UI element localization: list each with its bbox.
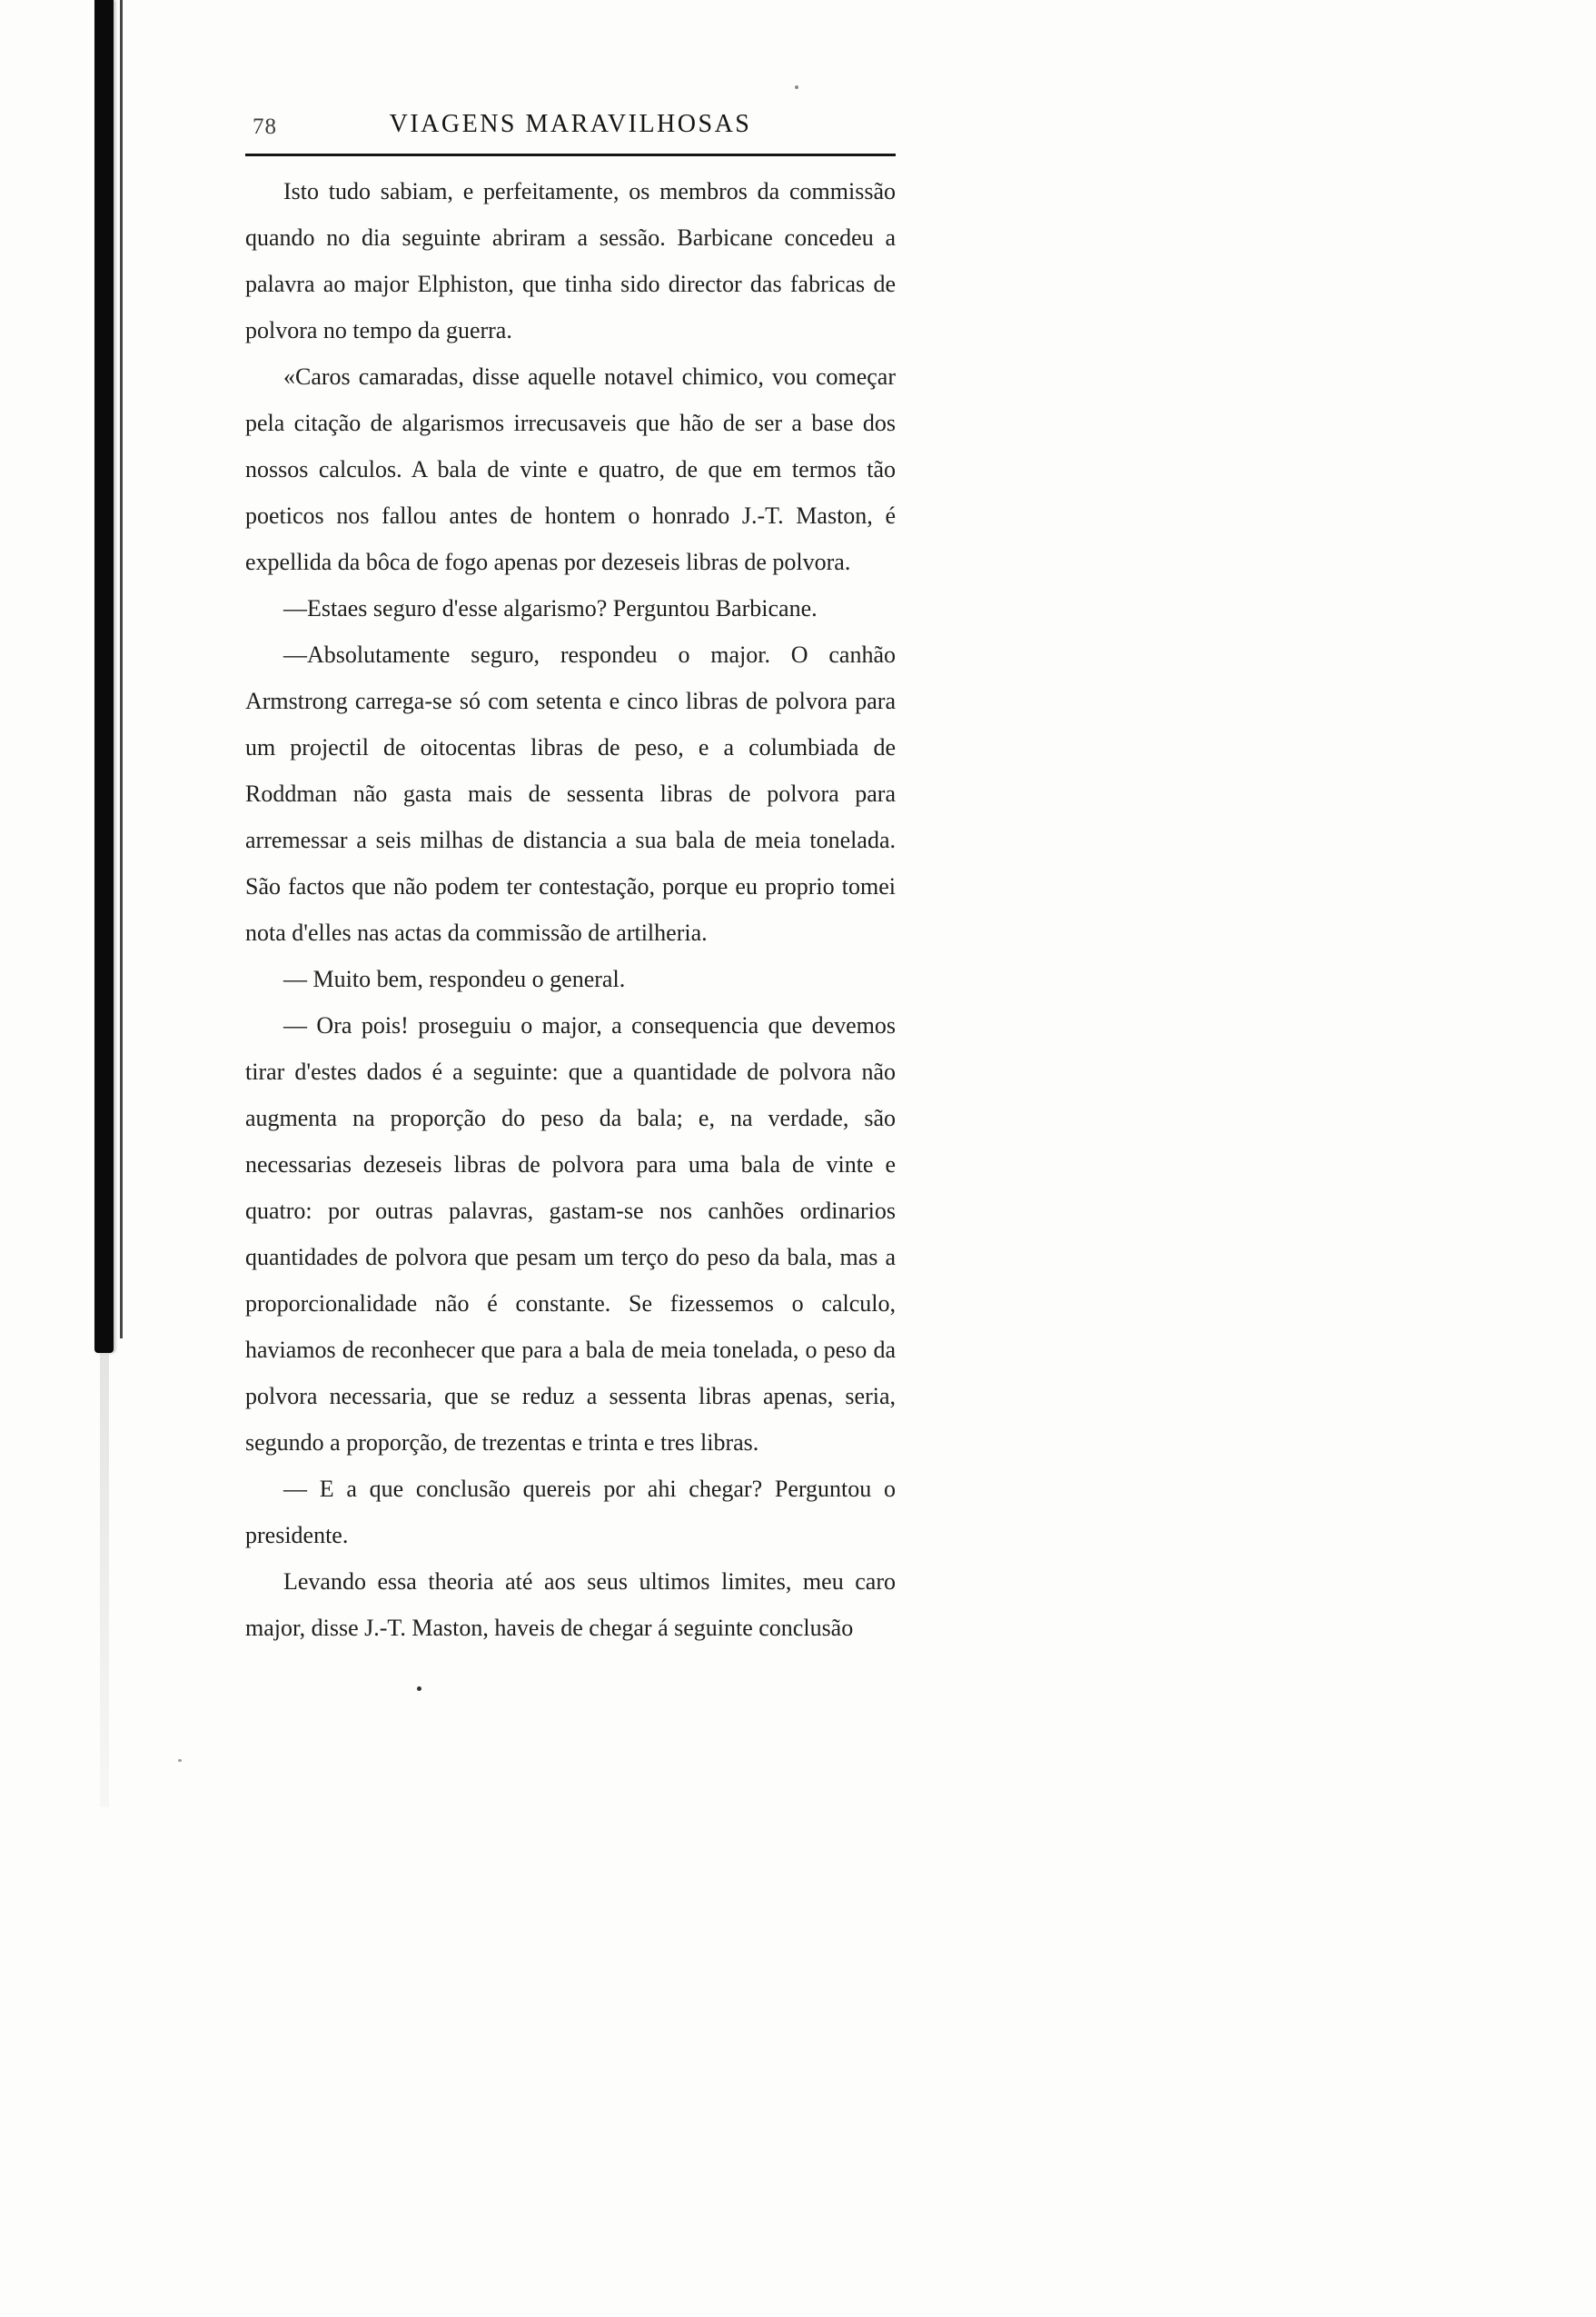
- header-rule: [245, 154, 896, 156]
- paragraph: «Caros camaradas, disse aquelle notavel chimico, vou começar pela citação de algarismos irrecusaveis que hão de ser a base dos nossos calculos. A bala de vinte e quatro, de que em termos tão poeticos nos fallou antes de hontem o honrado J.-T. Maston, é expellida da bôca de fogo apenas por dezeseis libras de polvora.: [245, 363, 896, 575]
- page-number: 78: [253, 114, 277, 139]
- paragraph: — Muito bem, respondeu o general.: [283, 966, 626, 992]
- scan-speck: [178, 1759, 182, 1762]
- book-binding-shadow: [100, 1353, 109, 1807]
- paragraph: —Absolutamente seguro, respondeu o major. O canhão Armstrong carrega-se só com setenta e cinco libras de polvora para um projectil de oitocentas libras de peso, e a columbiada de Roddman não gasta mais de sessenta libras de polvora para arremessar a seis milhas de distancia a sua bala de meia tonelada. São factos que não podem ter contestação, porque eu proprio tomei nota d'elles nas actas da commissão de artilheria.: [245, 641, 896, 946]
- paragraph: — E a que conclusão quereis por ahi chegar? Perguntou o presidente.: [245, 1476, 896, 1548]
- paragraph: —Estaes seguro d'esse algarismo? Perguntou Barbicane.: [283, 595, 818, 622]
- page-header: [245, 107, 896, 145]
- book-binding-line: [120, 0, 123, 1338]
- paragraph: Isto tudo sabiam, e perfeitamente, os membros da commissão quando no dia seguinte abriram a sessão. Barbicane concedeu a palavra ao major Elphiston, que tinha sido director das fabricas de polvora no tempo da guerra.: [245, 178, 896, 343]
- paragraph: Levando essa theoria até aos seus ultimos limites, meu caro major, disse J.-T. Maston, haveis de chegar á seguinte conclusão: [245, 1568, 896, 1641]
- book-binding-bar: [94, 0, 114, 1353]
- body-text: [245, 168, 896, 1651]
- scan-speck: [795, 85, 798, 89]
- page-content: [245, 107, 896, 1651]
- paragraph: — Ora pois! proseguiu o major, a consequencia que devemos tirar d'estes dados é a seguinte: que a quantidade de polvora não augmenta na proporção do peso da bala; e, na verdade, são necessarias dezeseis libras de polvora para uma bala de vinte e quatro: por outras palavras, gastam-se nos canhões ordinarios quantidades de polvora que pesam um terço do peso da bala, mas a proporcionalidade não é constante. Se fizessemos o calculo, haviamos de reconhecer que para a bala de meia tonelada, o peso da polvora necessaria, que se reduz a sessenta libras apenas, seria, segundo a proporção, de trezentas e trinta e tres libras.: [245, 1012, 896, 1456]
- scan-speck: [417, 1686, 421, 1691]
- running-title: VIAGENS MARAVILHOSAS: [389, 110, 752, 138]
